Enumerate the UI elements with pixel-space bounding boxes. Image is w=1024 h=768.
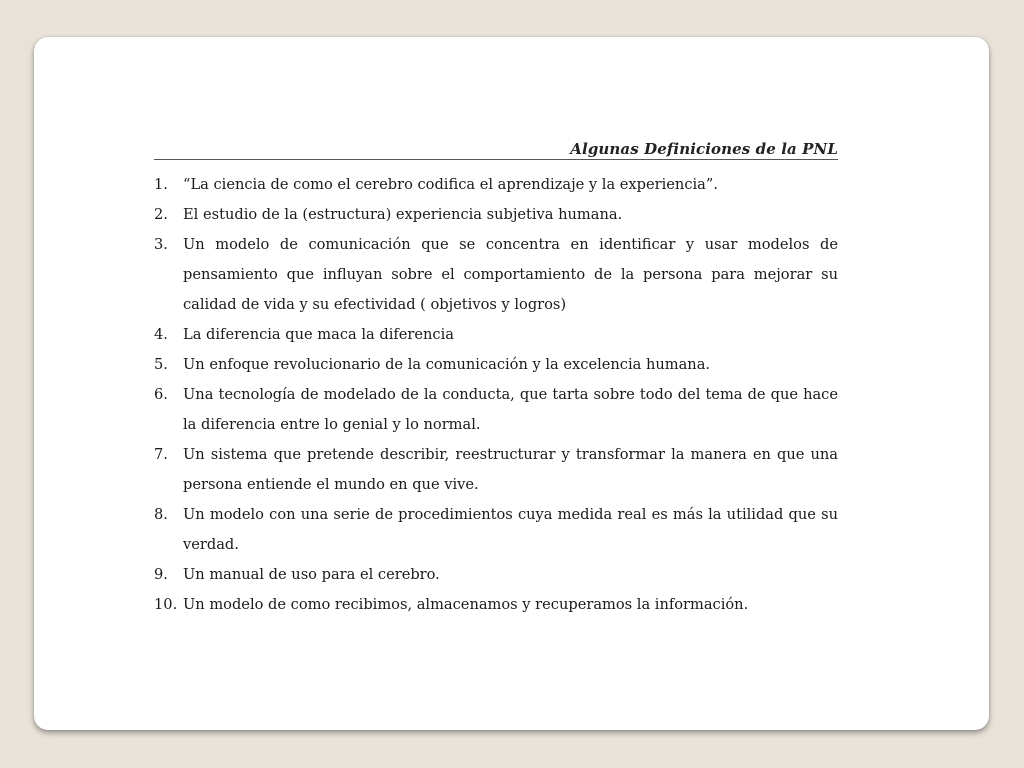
definition-number: 5. — [154, 356, 168, 373]
definition-item — [154, 500, 838, 560]
definition-item — [154, 320, 838, 350]
definition-text: Un sistema que pretende describir, reestructurar y transformar la manera en que una persona entiende el mundo en que vive. — [183, 446, 838, 493]
definition-number: 9. — [154, 566, 168, 583]
definition-text: Una tecnología de modelado de la conducta, que tarta sobre todo del tema de que hace la diferencia entre lo genial y lo normal. — [183, 386, 838, 433]
definition-text: Un enfoque revolucionario de la comunicación y la excelencia humana. — [183, 356, 711, 373]
document-content — [154, 140, 838, 620]
definition-item — [154, 440, 838, 500]
definition-number: 10. — [154, 596, 178, 613]
definition-number: 1. — [154, 176, 168, 193]
definition-text: Un manual de uso para el cerebro. — [183, 566, 440, 583]
definition-number: 2. — [154, 206, 168, 223]
slide-card — [34, 37, 989, 730]
definition-text: “La ciencia de como el cerebro codifica el aprendizaje y la experiencia”. — [183, 176, 718, 193]
definition-text: Un modelo de como recibimos, almacenamos y recuperamos la información. — [183, 596, 749, 613]
definition-text: El estudio de la (estructura) experiencia subjetiva humana. — [183, 206, 623, 223]
definition-text: Un modelo de comunicación que se concentra en identificar y usar modelos de pensamiento que influyan sobre el comportamiento de la persona para mejorar su calidad de vida y su efectividad ( objetivos y logros) — [183, 236, 838, 313]
definition-item — [154, 200, 838, 230]
definition-item — [154, 560, 838, 590]
definition-item — [154, 170, 838, 200]
definition-number: 4. — [154, 326, 168, 343]
definition-text: Un modelo con una serie de procedimientos cuya medida real es más la utilidad que su verdad. — [183, 506, 838, 553]
definition-number: 8. — [154, 506, 168, 523]
definition-number: 6. — [154, 386, 168, 403]
definition-item — [154, 590, 838, 620]
definition-item — [154, 230, 838, 320]
definition-item — [154, 350, 838, 380]
definition-number: 3. — [154, 236, 168, 253]
document-heading: Algunas Definiciones de la PNL — [154, 140, 838, 160]
definition-text: La diferencia que maca la diferencia — [183, 326, 454, 343]
definitions-list — [154, 170, 838, 620]
definition-number: 7. — [154, 446, 168, 463]
definition-item — [154, 380, 838, 440]
